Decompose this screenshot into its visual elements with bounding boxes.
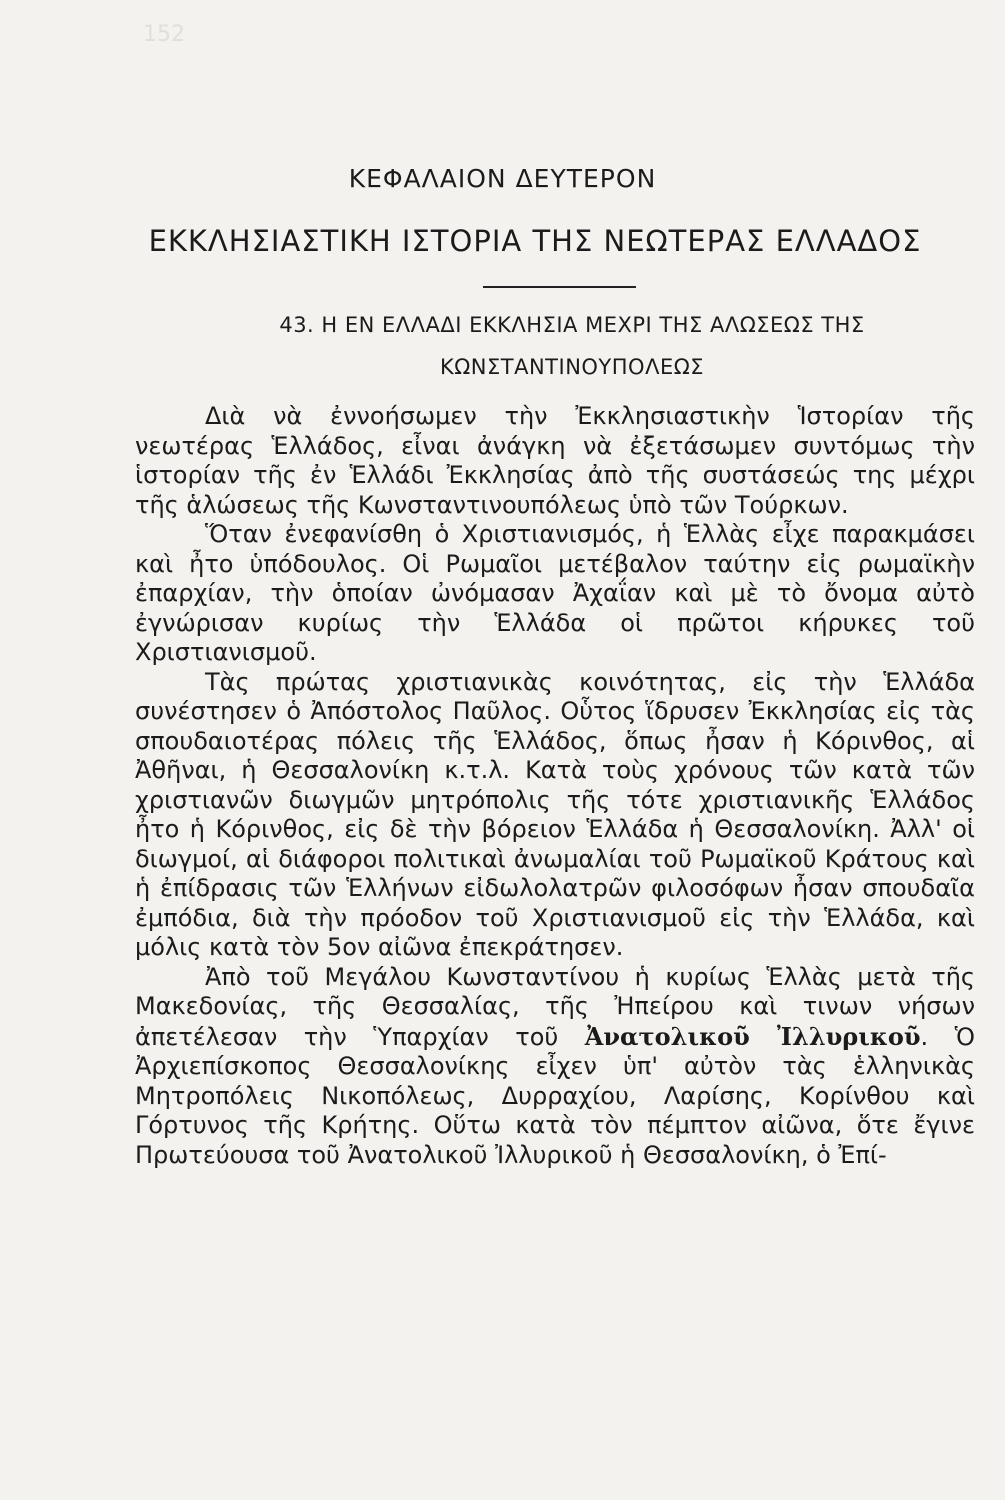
body-text (135, 402, 975, 1170)
chapter-heading: ΚΕΦΑΛΑΙΟΝ ΔΕΥΤΕΡΟΝ (348, 164, 657, 193)
paragraph-4-end: . Ὁ Ἀρχιεπίσκοπος Θεσσαλονίκης εἶχεν ὑπ' αὐτὸν τὰς ἑλληνικὰς Μητροπόλεις Νικοπόλεως, Δυρραχίου, Λαρίσης, Κορίνθου καὶ Γόρτυνος τῆς Κρήτης. Οὕτω κατὰ τὸν πέμπτον αἰῶνα, ὅτε ἔγινε Πρωτεύουσα τοῦ Ἀνατολικοῦ Ἰλλυρικοῦ ἡ Θεσσαλονίκη, ὁ Ἐπί- (135, 1022, 975, 1169)
paragraph-2: Ὅταν ἐνεφανίσθη ὁ Χριστιανισμός, ἡ Ἑλλὰς εἶχε παρακμάσει καὶ ἦτο ὑπόδουλος. Οἱ Ρωμαῖοι μετέβαλον ταύτην εἰς ρωμαϊκὴν ἐπαρχίαν, τὴν ὁποίαν ὠνόμασαν Ἀχαΐαν καὶ μὲ τὸ ὄνομα αὐτὸ ἐγνώρισαν κυρίως τὴν Ἑλλάδα οἱ πρῶτοι κήρυκες τοῦ Χριστιανισμοῦ. (135, 520, 975, 666)
paragraph-4-start: Ἀπὸ τοῦ Μεγάλου Κωνσταντίνου ἡ κυρίως Ἑλλὰς μετὰ τῆς Μακεδονίας, τῆς Θεσσαλίας, τῆς Ἠπείρου καὶ τινων νήσων ἀπετέλεσαν τὴν Ὑπαρχίαν τοῦ (135, 962, 975, 1051)
chapter-title: ΕΚΚΛΗΣΙΑΣΤΙΚΗ ΙΣΤΟΡΙΑ ΤΗΣ ΝΕΩΤΕΡΑΣ ΕΛΛΑΔΟΣ (148, 224, 922, 258)
divider-rule (483, 286, 636, 288)
page-number: 152 (143, 22, 185, 47)
paragraph-3: Τὰς πρώτας χριστιανικὰς κοινότητας, εἰς τὴν Ἑλλάδα συνέστησεν ὁ Ἀπόστολος Παῦλος. Οὗτος ἵδρυσεν Ἐκκλησίας εἰς τὰς σπουδαιοτέρας πόλεις τῆς Ἑλλάδος, ὅπως ἦσαν ἡ Κόρινθος, αἱ Ἀθῆναι, ἡ Θεσσαλονίκη κ.τ.λ. Κατὰ τοὺς χρόνους τῶν κατὰ τῶν χριστιανῶν διωγμῶν μητρόπολις τῆς τότε χριστιανικῆς Ἑλλάδος ἦτο ἡ Κόρινθος, εἰς δὲ τὴν βόρειον Ἑλλάδα ἡ Θεσσαλονίκη. Ἀλλ' οἱ διωγμοί, αἱ διάφοροι πολιτικαὶ ἀνωμαλίαι τοῦ Ρωμαϊκοῦ Κράτους καὶ ἡ ἐπίδρασις τῶν Ἑλλήνων εἰδωλολατρῶν φιλοσόφων ἦσαν σπουδαῖα ἐμπόδια, διὰ τὴν πρόοδον τοῦ Χριστιανισμοῦ εἰς τὴν Ἑλλάδα, καὶ μόλις κατὰ τὸν 5ον αἰῶνα ἐπεκράτησεν. (135, 667, 975, 961)
section-heading (242, 304, 902, 388)
section-heading-line-2: ΚΩΝΣΤΑΝΤΙΝΟΥΠΟΛΕΩΣ (439, 355, 705, 379)
paragraph-4 (135, 963, 975, 1171)
paragraph-1: Διὰ νὰ ἐννοήσωμεν τὴν Ἐκκλησιαστικὴν Ἱστορίαν τῆς νεωτέρας Ἑλλάδος, εἶναι ἀνάγκη νὰ ἐξετάσωμεν συντόμως τὴν ἱστορίαν τῆς ἐν Ἑλλάδι Ἐκκλησίας ἀπὸ τῆς συστάσεώς της μέχρι τῆς ἁλώσεως τῆς Κωνσταντινουπόλεως ὑπὸ τῶν Τούρκων. (135, 402, 975, 519)
section-heading-line-1: 43. Η ΕΝ ΕΛΛΑΔΙ ΕΚΚΛΗΣΙΑ ΜΕΧΡΙ ΤΗΣ ΑΛΩΣΕΩΣ ΤΗΣ (279, 313, 865, 337)
paragraph-4-bold-term: Ἀνατολικοῦ Ἰλλυρικοῦ (584, 1021, 921, 1051)
